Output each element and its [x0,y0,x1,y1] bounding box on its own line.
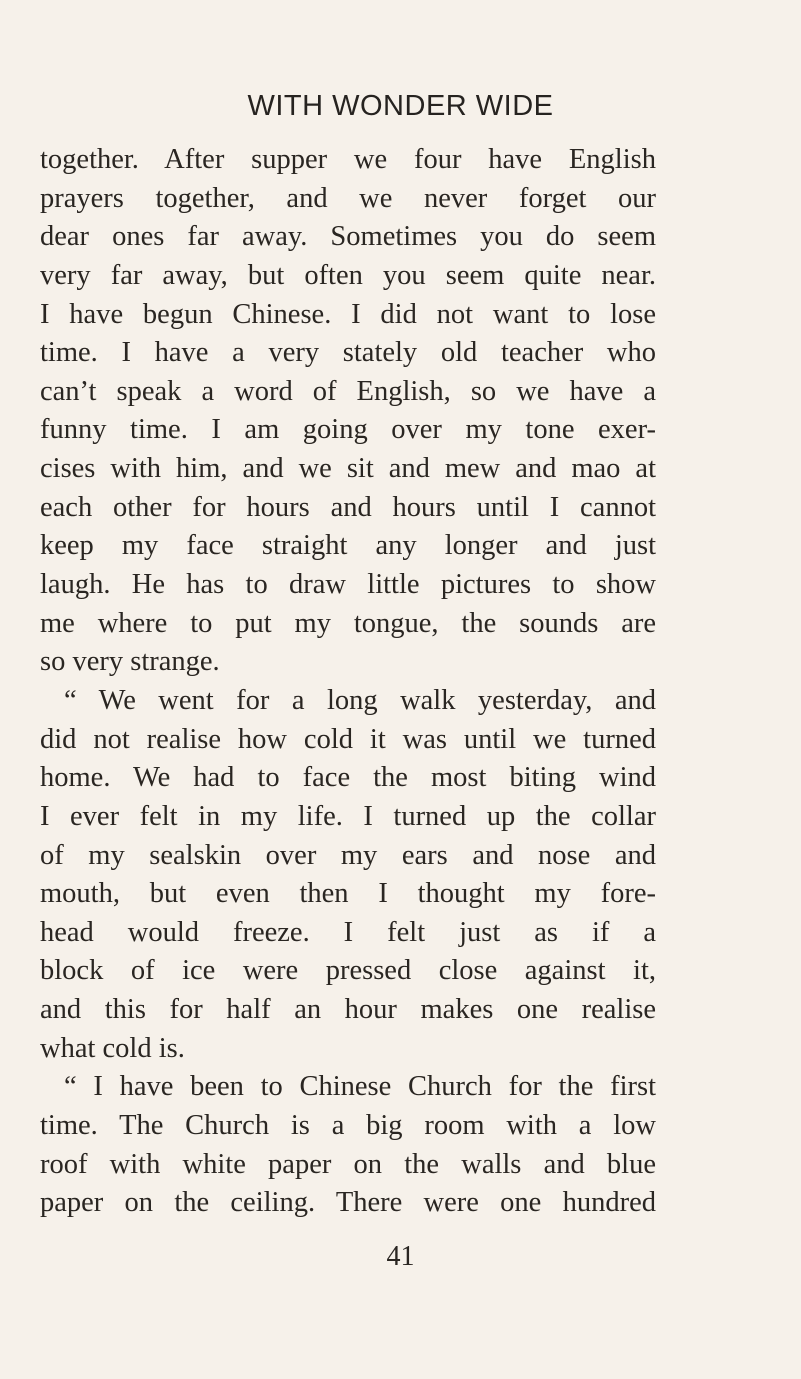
text-line: paper on the ceiling. There were one hundred [40,1187,656,1219]
text-line: time. The Church is a big room with a low [40,1110,656,1142]
text-line: of my sealskin over my ears and nose and [40,839,656,871]
running-head: WITH WONDER WIDE [247,90,554,122]
text-line: funny time. I am going over my tone exer- [40,414,656,446]
text-line: what cold is. [40,1032,185,1064]
text-line: laugh. He has to draw little pictures to show [40,569,656,601]
text-line: can’t speak a word of English, so we have a [40,375,656,407]
text-line: together. After supper we four have English [40,144,656,175]
text-line: home. We had to face the most biting wind [40,762,656,794]
text-line: “ I have been to Chinese Church for the first [64,1071,656,1103]
text-line: time. I have a very stately old teacher who [40,337,656,369]
text-line: dear ones far away. Sometimes you do seem [40,221,656,253]
page-number: 41 [386,1241,415,1272]
text-line: cises with him, and we sit and mew and mao at [40,453,656,485]
text-line: keep my face straight any longer and just [40,530,656,562]
text-line: did not realise how cold it was until we turned [40,723,656,755]
text-line: each other for hours and hours until I cannot [40,491,656,523]
text-line: head would freeze. I felt just as if a [40,916,656,948]
text-line: block of ice were pressed close against it, [40,955,656,987]
body-text [40,141,656,1223]
text-line: prayers together, and we never forget our [40,182,656,214]
text-line: I have begun Chinese. I did not want to lose [40,298,656,330]
text-line: and this for half an hour makes one realise [40,994,656,1026]
text-line: I ever felt in my life. I turned up the collar [40,800,656,832]
text-line: “ We went for a long walk yesterday, and [64,684,656,716]
text-line: very far away, but often you seem quite near. [40,259,656,291]
text-line: so very strange. [40,646,220,678]
text-line: mouth, but even then I thought my fore- [40,878,656,910]
text-line: roof with white paper on the walls and blue [40,1148,656,1180]
text-line: me where to put my tongue, the sounds are [40,607,656,639]
